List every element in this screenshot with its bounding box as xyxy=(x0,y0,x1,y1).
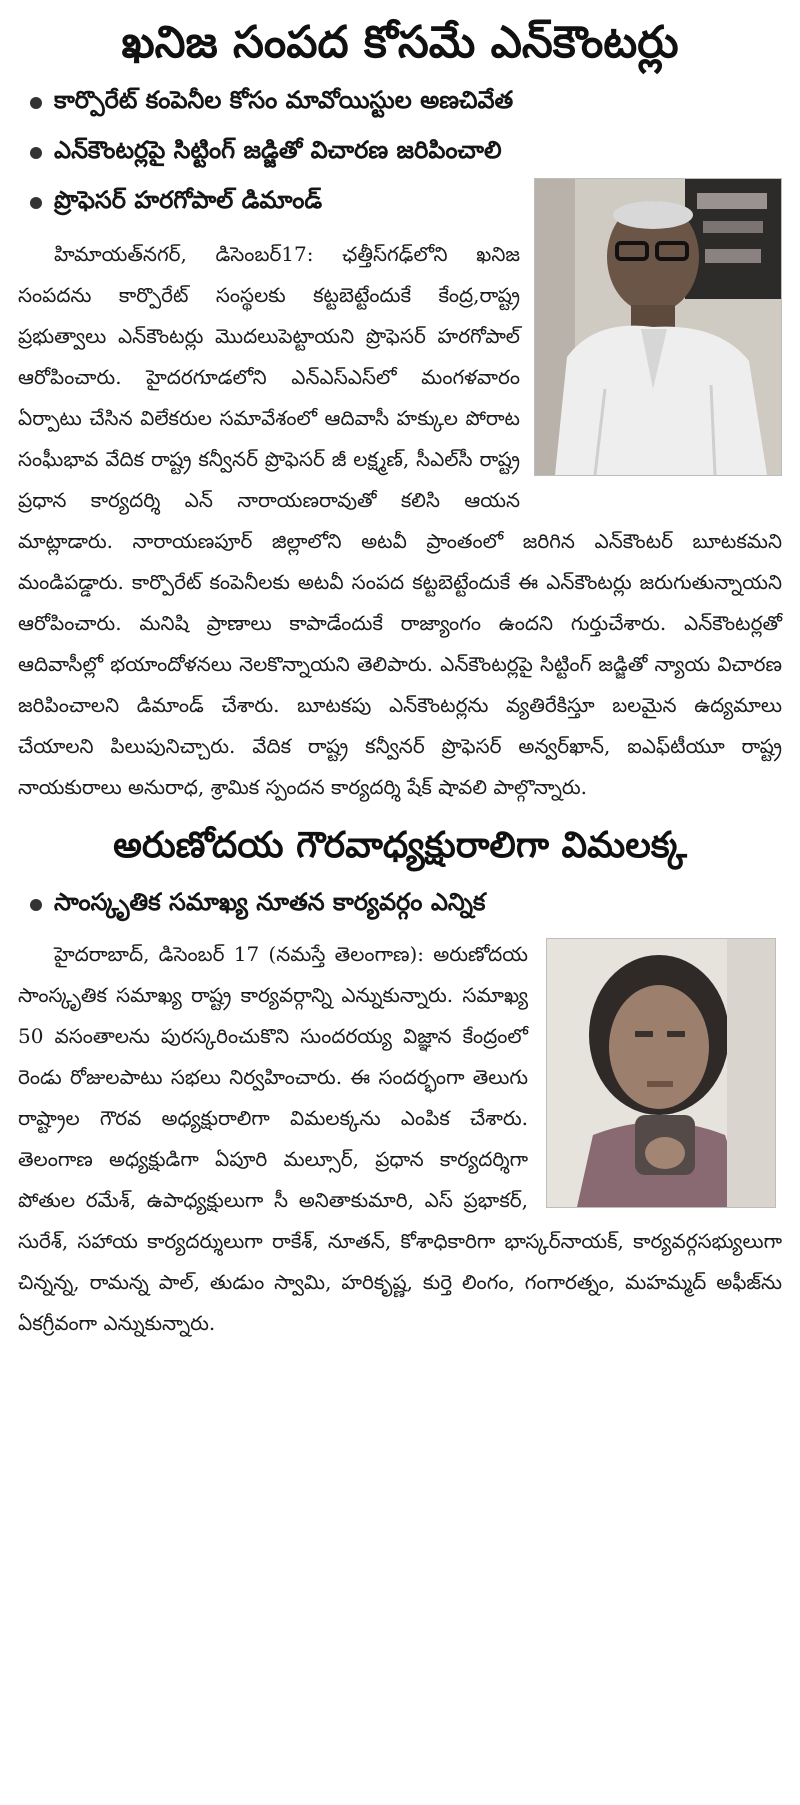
article-vimalakka xyxy=(0,808,800,1344)
article-body: హిమాయత్‌నగర్, డిసెంబర్17: ఛత్తీస్‌గఢ్‌లోని ఖనిజ సంపదను కార్పొరేట్ సంస్థలకు కట్టబెట్టేందుకే కేంద్ర,రాష్ట్ర ప్రభుత్వాలు ఎన్‌కౌంటర్లు మొదలుపెట్టాయని ప్రొఫెసర్ హరగోపాల్ ఆరోపించారు. హైదరగూడలోని ఎన్ఎస్ఎస్‌లో మంగళవారం ఏర్పాటు చేసిన విలేకరుల సమావేశంలో ఆదివాసీ హక్కుల పోరాట సంఘీభావ వేదిక రాష్ట్ర కన్వీనర్ ప్రొఫెసర్ జీ లక్ష్మణ్, సీఎల్‌సీ రాష్ట్ర ప్రధాన కార్యదర్శి ఎన్ నారాయణరావుతో కలిసి ఆయన మాట్లాడారు. నారాయణపూర్ జిల్లాలోని అటవీ ప్రాంతంలో జరిగిన ఎన్‌కౌంటర్ బూటకమని మండిపడ్డారు. కార్పొరేట్ కంపెనీలకు అటవీ సంపద కట్టబెట్టేందుకే ఈ ఎన్‌కౌంటర్లు జరుగుతున్నాయని ఆరోపించారు. మనిషి ప్రాణాలు కాపాడేందుకే రాజ్యాంగం ఉందని గుర్తుచేశారు. ఎన్‌కౌంటర్లతో ఆదివాసీల్లో భయాందోళనలు నెలకొన్నాయని తెలిపారు. ఎన్‌కౌంటర్లపై సిట్టింగ్ జడ్జితో న్యాయ విచారణ జరిపించాలని డిమాండ్ చేశారు. బూటకపు ఎన్‌కౌంటర్లను వ్యతిరేకిస్తూ బలమైన ఉద్యమాలు చేయాలని పిలుపునిచ్చారు. వేదిక రాష్ట్ర కన్వీనర్ ప్రొఫెసర్ అన్వర్‌ఖాన్, ఐఎఫ్‌టీయూ రాష్ట్ర నాయకురాలు అనురాధ, శ్రామిక స్పందన కార్యదర్శి షేక్ షావలి పాల్గొన్నారు. xyxy=(18,242,782,799)
article-body-container xyxy=(0,930,800,1344)
bullet-icon xyxy=(30,147,42,159)
subheading-text: ప్రొఫెసర్ హరగోపాల్ డిమాండ్ xyxy=(54,186,323,214)
subheading-text: కార్పొరేట్ కంపెనీల కోసం మావోయిస్టుల అణచివేత xyxy=(54,86,514,114)
headline-encounters: ఖనిజ సంపద కోసమే ఎన్‌కౌంటర్లు xyxy=(121,17,679,68)
subheading-text: సాంస్కృతిక సమాఖ్య నూతన కార్యవర్గం ఎన్నిక xyxy=(54,888,486,916)
headline-vimalakka: అరుణోదయ గౌరవాధ్యక్షురాలిగా విమలక్క xyxy=(113,825,687,866)
subheading-item xyxy=(22,880,780,930)
subheading-item xyxy=(22,128,780,178)
article-body-container xyxy=(0,228,800,808)
article-encounters xyxy=(0,0,800,808)
article-body: హైదరాబాద్, డిసెంబర్ 17 (నమస్తే తెలంగాణ): అరుణోదయ సాంస్కృతిక సమాఖ్య రాష్ట్ర కార్యవర్గాన్ని ఎన్నుకున్నారు. సమాఖ్య 50 వసంతాలను పురస్కరించుకొని సుందరయ్య విజ్ఞాన కేంద్రంలో రెండు రోజులపాటు సభలు నిర్వహించారు. ఈ సందర్భంగా తెలుగు రాష్ట్రాల గౌరవ అధ్యక్షురాలిగా విమలక్కను ఎంపిక చేశారు. తెలంగాణ అధ్యక్షుడిగా ఏపూరి మల్సూర్, ప్రధాన కార్యదర్శిగా పోతుల రమేశ్, ఉపాధ్యక్షులుగా సీ అనితాకుమారి, ఎస్ ప్రభాకర్, సురేశ్, సహాయ కార్యదర్శులుగా రాకేశ్, నూతన్, కోశాధికారిగా భాస్కర్‌నాయక్, కార్యవర్గసభ్యులుగా చిన్నన్న, రామన్న పాల్, తుడుం స్వామి, హరికృష్ణ, కుర్తె లింగం, గంగారత్నం, మహమ్మద్ అఫీజ్‌ను ఏకగ్రీవంగా ఎన్నుకున్నారు. xyxy=(18,942,782,1335)
subheading-list xyxy=(0,880,800,930)
bullet-icon xyxy=(30,197,42,209)
photo-haragopal xyxy=(534,178,782,476)
bullet-icon xyxy=(30,899,42,911)
subheading-item xyxy=(22,78,780,128)
photo-vimalakka xyxy=(546,938,776,1208)
portrait-woman-image xyxy=(547,939,775,1207)
portrait-man-image xyxy=(535,179,781,475)
bullet-icon xyxy=(30,97,42,109)
subheading-text: ఎన్‌కౌంటర్లపై సిట్టింగ్ జడ్జితో విచారణ జరిపించాలి xyxy=(54,136,502,164)
